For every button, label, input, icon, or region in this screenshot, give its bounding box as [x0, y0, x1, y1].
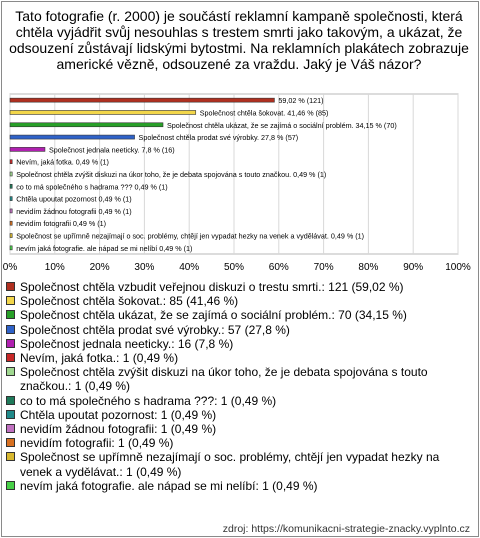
- bar: [10, 209, 12, 213]
- legend-label: Společnost jednala neeticky.: 16 (7,8 %): [20, 336, 234, 351]
- x-tick-label: 40%: [179, 262, 200, 273]
- legend-swatch: [6, 325, 15, 334]
- legend-swatch: [6, 310, 15, 319]
- legend-swatch: [6, 481, 15, 490]
- legend-swatch: [6, 367, 15, 376]
- x-tick-label: 10%: [44, 262, 65, 273]
- legend-swatch: [6, 339, 15, 348]
- bar-label: nevím jaká fotografie. ale nápad se mi nelíbí 0,49 % (1): [16, 243, 193, 253]
- legend-label: Společnost chtěla vzbudit veřejnou diskuzi o trestu smrti.: 121 (59,02 %): [20, 280, 404, 294]
- legend-swatch: [6, 424, 15, 433]
- bar-label: Společnost chtěla zvýšit diskuzi na úkor toho, že je debata spojována s touto značkou. 0,49 % (1): [16, 170, 327, 179]
- bar-label: co to má společného s hadrama ??? 0,49 % (1): [16, 182, 168, 192]
- legend-swatch: [6, 410, 15, 419]
- chart-title: Tato fotografie (r. 2000) je součástí reklamní kampaně společnosti, která chtěla vyjádřit svůj nesouhlas s trestem smrti jako takovým, a ukázat, že odsouzení zůstávají lidskými bytostmi. Na reklamních plakátech zobrazuje americké vězně, odsouzené za vraždu. Jaký je Váš názor?: [9, 8, 469, 72]
- x-tick-label: 30%: [134, 262, 155, 273]
- x-tick-label: 60%: [268, 262, 289, 273]
- legend-label: Chtěla upoutat pozornost: 1 (0,49 %): [20, 407, 217, 422]
- bar: [10, 172, 12, 176]
- legend-swatch: [6, 396, 15, 405]
- bar: [10, 221, 12, 225]
- x-tick-label: 20%: [89, 262, 110, 273]
- legend-label: Společnost chtěla zvýšit diskuzi na úkor toho, že je debata spojována s touto značkou.: 1 (0,49 %): [20, 365, 428, 394]
- legend-item: [6, 294, 472, 308]
- legend-item: [6, 351, 472, 365]
- bar-label: Chtěla upoutat pozornost 0,49 % (1): [16, 194, 132, 204]
- bar-label: nevidím fotografii 0,49 % (1): [16, 219, 107, 229]
- bar-label: Společnost chtěla šokovat. 41,46 % (85): [199, 108, 329, 118]
- x-tick-label: 0%: [2, 262, 18, 273]
- bar-label: Společnost chtěla ukázat, že se zajímá o sociální problém. 34,15 % (70): [166, 120, 397, 130]
- bar: [10, 98, 274, 102]
- x-tick-label: 80%: [358, 262, 379, 273]
- legend-swatch: [6, 438, 15, 447]
- x-tick-label: 100%: [445, 262, 471, 273]
- legend-item: [6, 436, 472, 450]
- legend-item: [6, 479, 472, 493]
- bar-label: Nevím, jaká fotka. 0,49 % (1): [16, 157, 109, 167]
- legend-item: [6, 422, 472, 436]
- bar: [10, 110, 196, 114]
- bar-label: Společnost jednala neeticky. 7,8 % (16): [48, 145, 175, 155]
- bar-label: 59,02 % (121): [278, 96, 324, 106]
- legend-label: nevím jaká fotografie. ale nápad se mi nelíbí: 1 (0,49 %): [20, 478, 318, 493]
- bar: [10, 147, 45, 151]
- legend-swatch: [6, 353, 15, 362]
- legend-swatch: [6, 296, 15, 305]
- legend-label: Společnost chtěla prodat své výrobky.: 57 (27,8 %): [20, 322, 290, 337]
- bar: [10, 246, 12, 250]
- legend-swatch: [6, 452, 15, 461]
- legend-item: [6, 308, 472, 322]
- x-tick-label: 90%: [403, 262, 424, 273]
- legend-item: [6, 450, 472, 478]
- legend-label: co to má společného s hadrama ???: 1 (0,49 %): [20, 393, 277, 408]
- bar: [10, 184, 12, 188]
- bar-label: Společnost se upřímně nezajímají o soc. problémy, chtějí jen vypadat hezky na venek a vydělávat. 0,49 % (1): [16, 231, 365, 241]
- bar-label: nevidím žádnou fotografii 0,49 % (1): [16, 206, 132, 216]
- legend-label: nevidím fotografii: 1 (0,49 %): [20, 436, 174, 451]
- legend-item: [6, 394, 472, 408]
- x-tick-label: 50%: [223, 262, 245, 273]
- chart-legend: [6, 280, 472, 493]
- legend-item: [6, 365, 472, 393]
- source-note: zdroj: https://komunikacni-strategie-znacky.vyplnto.cz: [222, 523, 470, 535]
- bar: [10, 123, 163, 127]
- legend-label: Nevím, jaká fotka.: 1 (0,49 %): [20, 351, 179, 366]
- bar: [10, 135, 135, 139]
- legend-item: [6, 337, 472, 351]
- legend-label: Společnost chtěla ukázat, že se zajímá o sociální problém.: 70 (34,15 %): [20, 308, 407, 323]
- x-tick-label: 70%: [313, 262, 334, 273]
- legend-item: [6, 323, 472, 337]
- legend-item: [6, 280, 472, 294]
- bar: [10, 160, 12, 164]
- legend-label: Společnost chtěla šokovat.: 85 (41,46 %): [20, 294, 239, 309]
- legend-label: nevidím žádnou fotografii: 1 (0,49 %): [20, 422, 217, 437]
- bar-label: Společnost chtěla prodat své výrobky. 27,8 % (57): [138, 133, 299, 143]
- legend-label: Společnost se upřímně nezajímají o soc. problémy, chtějí jen vypadat hezky na venek a vydělávat.: 1 (0,49 %): [20, 450, 440, 479]
- bar: [10, 234, 12, 238]
- legend-swatch: [6, 282, 15, 291]
- bar: [10, 197, 12, 201]
- legend-item: [6, 408, 472, 422]
